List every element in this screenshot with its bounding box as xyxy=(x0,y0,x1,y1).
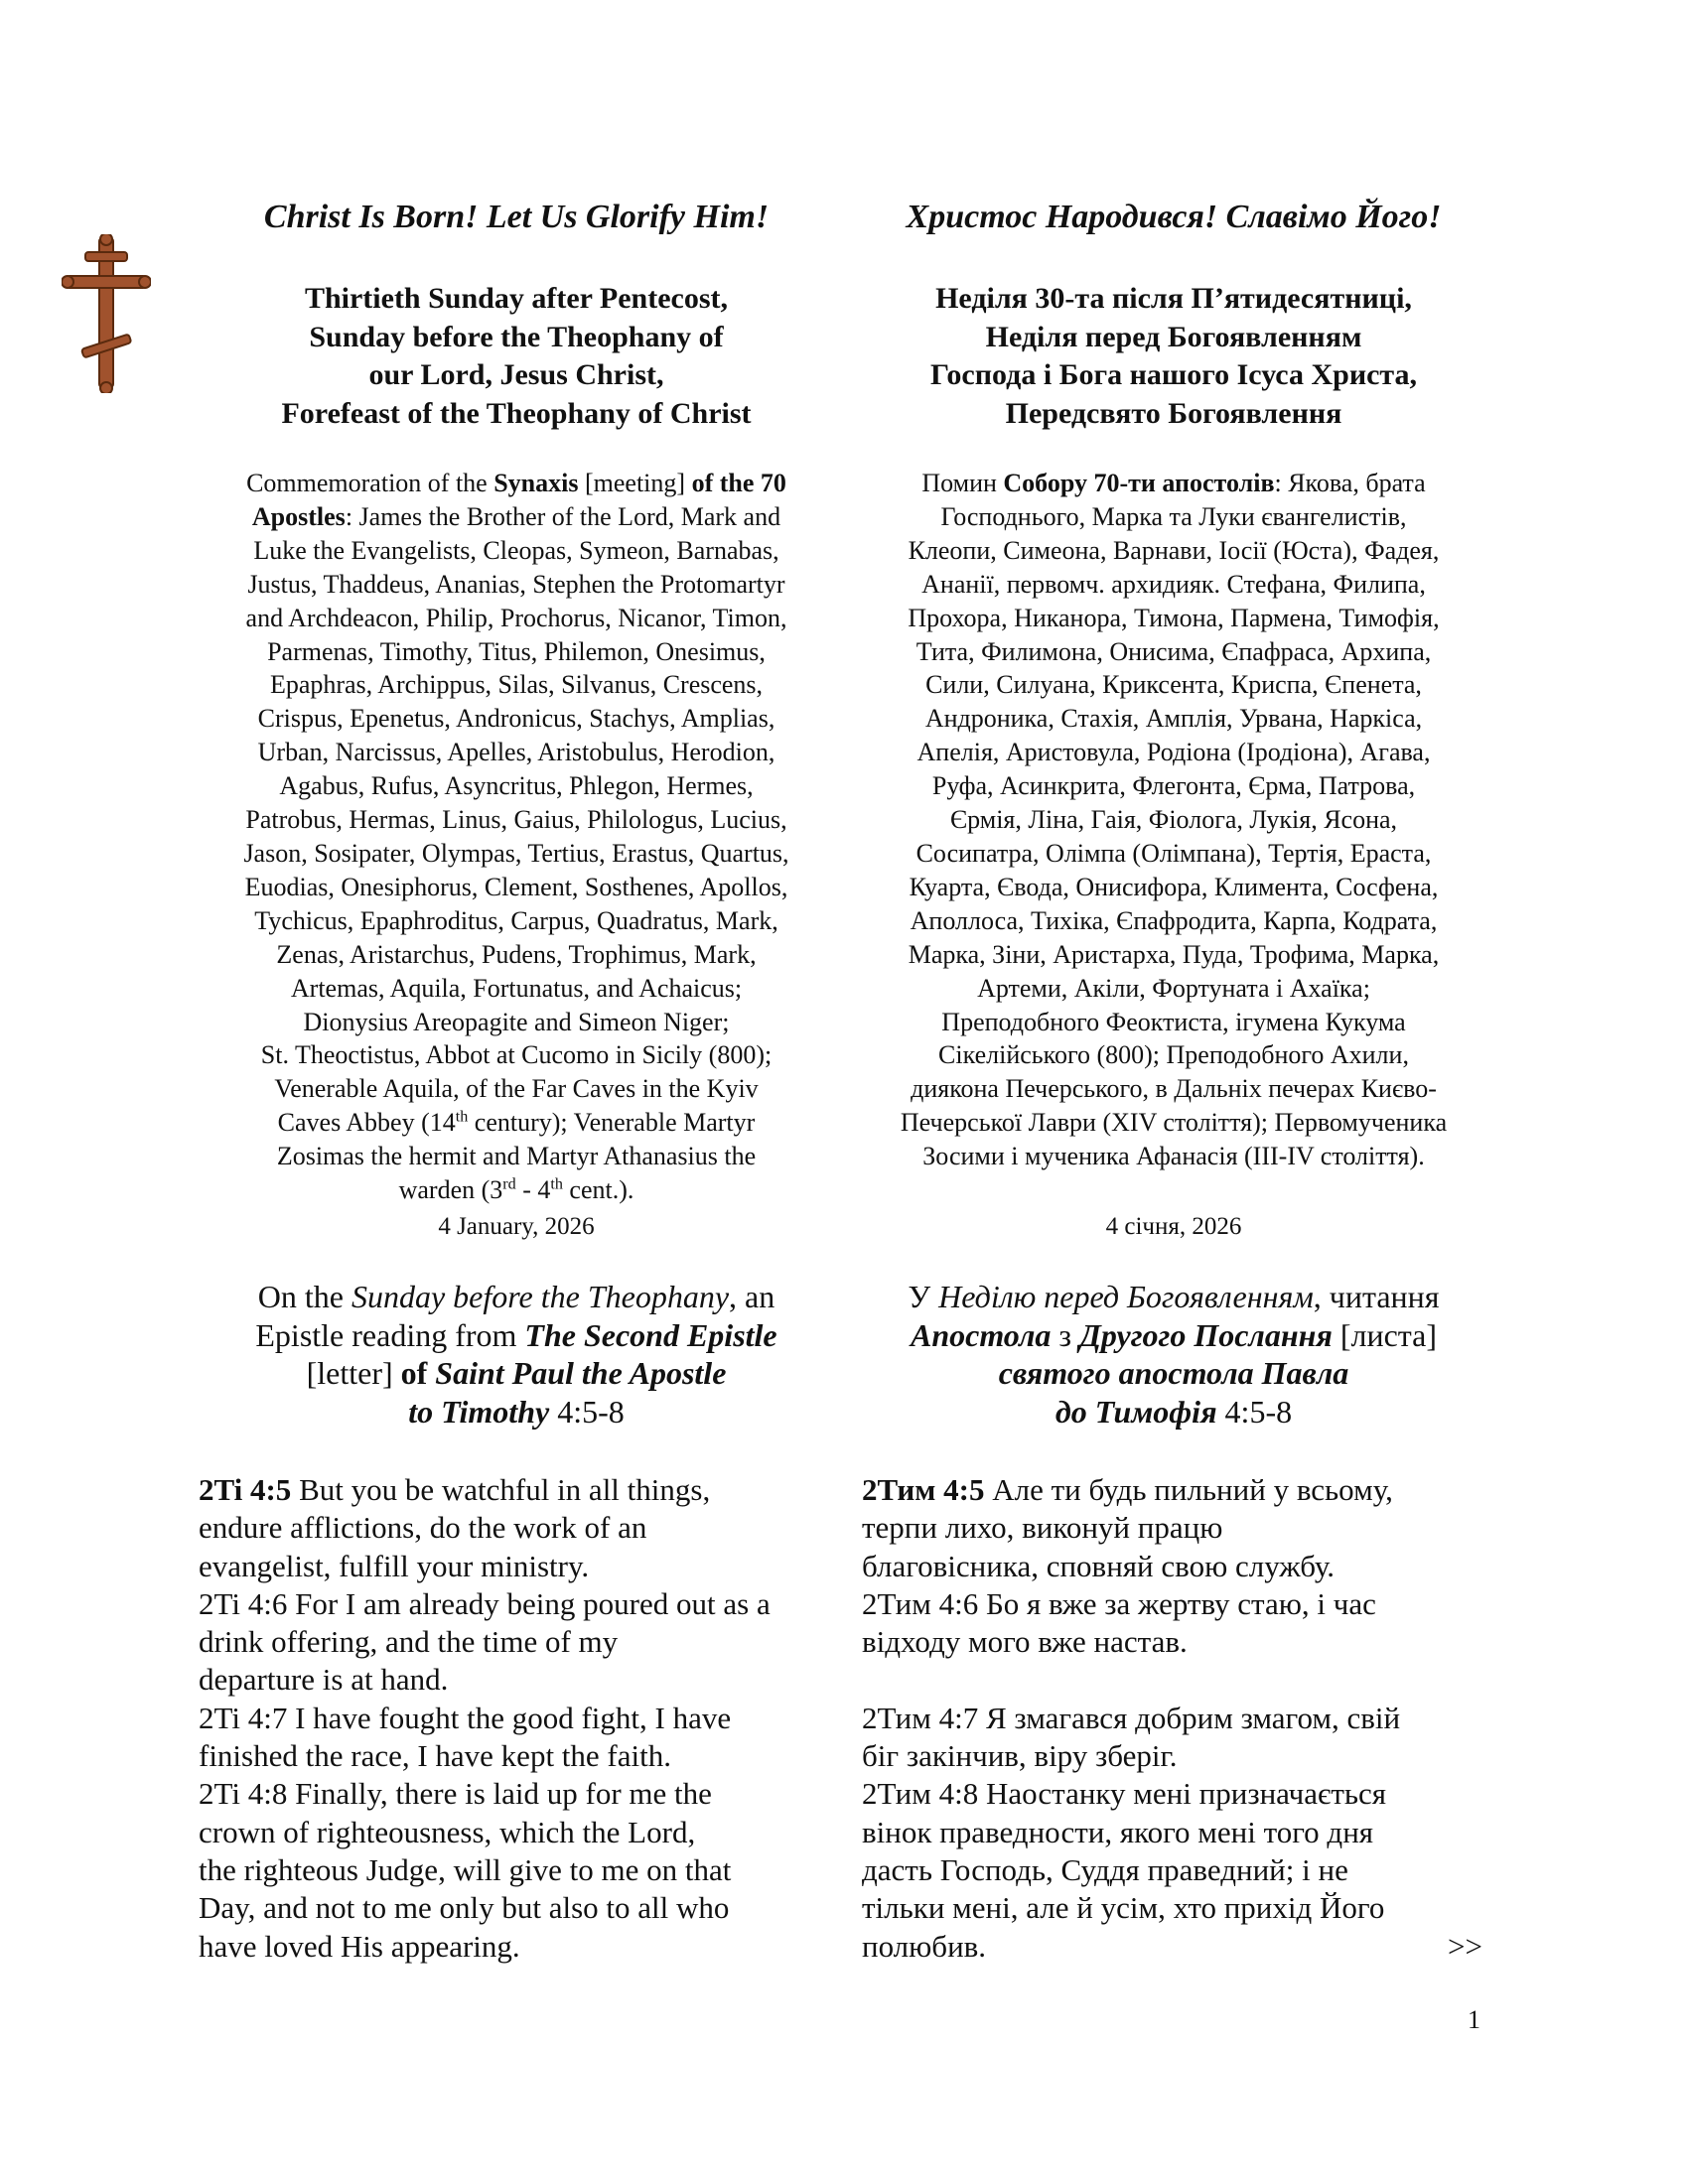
comm-line: Dionysius Areopagite and Simeon Niger; xyxy=(303,1007,730,1036)
date-ukrainian: 4 січня, 2026 xyxy=(1105,1213,1242,1240)
title-line: our Lord, Jesus Christ, xyxy=(368,358,664,391)
verse-ref: 2Ti 4:8 xyxy=(199,1776,288,1812)
comm-line: Апелія, Аристовула, Родіона (Іродіона), Агава, xyxy=(916,738,1431,767)
title-line: Передсвято Богоявлення xyxy=(1005,396,1342,430)
comm-line: Преподобного Феоктиста, ігумена Кукума xyxy=(941,1007,1406,1036)
comm-line: Ананії, первомч. архидияк. Стефана, Филипа, xyxy=(921,569,1426,599)
comm-line: Patrobus, Hermas, Linus, Gaius, Philologus, Lucius, xyxy=(245,805,787,835)
comm-line: Печерської Лаври (XIV століття); Первомученика xyxy=(900,1108,1448,1138)
page-number: 1 xyxy=(1468,2005,1480,2034)
title-line: Forefeast of the Theophany of Christ xyxy=(281,396,752,430)
comm-line: Luke the Evangelists, Cleopas, Symeon, Barnabas, xyxy=(253,535,779,565)
comm-line: Куарта, Євода, Онисифора, Климента, Сосфена, xyxy=(909,872,1439,901)
title-line: Thirtieth Sunday after Pentecost, xyxy=(304,282,729,315)
verse: 2Ti 4:6 For I am already being poured out as a drink offering, and the time of my departure is at hand. xyxy=(199,1585,771,1698)
verse: 2Ti 4:7 I have fought the good fight, I have finished the race, I have kept the faith. xyxy=(199,1700,732,1774)
comm-line: Руфа, Асинкрита, Флегонта, Єрма, Патрова, xyxy=(931,771,1416,801)
comm-line: Euodias, Onesiphorus, Clement, Sosthenes, Apollos, xyxy=(244,872,788,901)
title-ukrainian xyxy=(856,280,1491,433)
comm-line: Господнього, Марка та Луки євангелистів, xyxy=(940,501,1407,531)
comm-line: Артеми, Акіли, Фортуната і Ахаїка; xyxy=(977,973,1370,1003)
verse: 2Тим 4:8 Наостанку мені призначається вінок праведности, якого мені того дня дасть Господь, Суддя праведний; і не тільки мені, але й усім, хто прихід Його полюбив. >> xyxy=(862,1776,1482,1964)
comm-line: Apostles: James the Brother of the Lord, Mark and xyxy=(251,501,781,531)
comm-line: Agabus, Rufus, Asyncritus, Phlegon, Hermes, xyxy=(279,771,754,801)
verse: 2Тим 4:5 Але ти будь пильний у всьому, терпи лихо, виконуй працю благовісника, сповняй свою службу. xyxy=(862,1472,1393,1583)
intro-line: On the Sunday before the Theophany, an xyxy=(257,1279,775,1314)
reading-intro-ukrainian xyxy=(856,1278,1491,1431)
intro-line: to Timothy 4:5-8 xyxy=(408,1393,625,1430)
comm-line: warden (3rd - 4th cent.). xyxy=(398,1175,634,1205)
comm-line: Зосими і мученика Афанасія (III-IV століття). xyxy=(922,1142,1425,1171)
reading-intro-english xyxy=(199,1278,834,1431)
comm-line: Urban, Narcissus, Apelles, Aristobulus, Herodion, xyxy=(257,738,775,767)
comm-line: Crispus, Epenetus, Andronicus, Stachys, Amplias, xyxy=(257,704,775,734)
verses-ukrainian xyxy=(862,1471,1497,1966)
comm-line: Єрмія, Ліна, Гаія, Фіолога, Лукія, Ясона, xyxy=(949,805,1398,835)
intro-line: Апостола з Другого Послання [листа] xyxy=(910,1316,1438,1353)
comm-line: Андроника, Стахія, Амплія, Урвана, Наркіса, xyxy=(924,704,1423,734)
verse: 2Ti 4:5 But you be watchful in all things, endure afflictions, do the work of an evangelist, fulfill your ministry. xyxy=(199,1472,711,1583)
verse: 2Ti 4:8 Finally, there is laid up for me the crown of righteousness, which the Lord, the righteous Judge, will give to me on that Day, and not to me only but also to all who have loved His appearing. xyxy=(199,1776,732,1964)
commemoration-english xyxy=(199,467,834,1207)
date-english: 4 January, 2026 xyxy=(438,1213,595,1240)
verse-ref: 2Ti 4:7 xyxy=(199,1700,288,1735)
comm-line: Commemoration of the Synaxis [meeting] of the 70 xyxy=(246,469,786,497)
verse-ref: 2Тим 4:8 xyxy=(862,1776,979,1812)
comm-line: Помин Собору 70-ти апостолів: Якова, брата xyxy=(921,469,1426,497)
verse-ref: 2Тим 4:7 xyxy=(862,1700,979,1735)
comm-line: диякона Печерського, в Дальніх печерах Києво- xyxy=(911,1074,1437,1104)
comm-line: Artemas, Aquila, Fortunatus, and Achaicus; xyxy=(290,973,743,1003)
verse: 2Тим 4:7 Я змагався добрим змагом, свій біг закінчив, віру зберіг. xyxy=(862,1700,1401,1774)
comm-line: Venerable Aquila, of the Far Caves in the Kyiv xyxy=(274,1074,759,1104)
greeting-english: Christ Is Born! Let Us Glorify Him! xyxy=(263,199,770,235)
comm-line: Сили, Силуана, Криксента, Криспа, Єпенета, xyxy=(925,670,1422,700)
verse-ref: 2Ti 4:5 xyxy=(199,1472,292,1507)
verse: 2Тим 4:6 Бо я вже за жертву стаю, і час відходу мого вже настав. xyxy=(862,1585,1376,1660)
title-line: Sunday before the Theophany of xyxy=(309,320,724,353)
comm-line: St. Theoctistus, Abbot at Cucomo in Sicily (800); xyxy=(260,1040,773,1070)
intro-line: У Неділю перед Богоявленням, читання xyxy=(908,1279,1440,1314)
orthodox-cross-icon xyxy=(62,234,151,393)
comm-line: Justus, Thaddeus, Ananias, Stephen the Protomartyr xyxy=(247,569,785,599)
comm-line: Zenas, Aristarchus, Pudens, Trophimus, Mark, xyxy=(276,939,757,969)
comm-line: Клеопи, Симеона, Варнави, Іосії (Юста), Фадея, xyxy=(908,535,1440,565)
comm-line: Сосипатра, Олімпа (Олімпана), Тертія, Ераста, xyxy=(915,838,1432,868)
comm-line: Zosimas the hermit and Martyr Athanasius the xyxy=(276,1142,757,1171)
comm-line: and Archdeacon, Philip, Prochorus, Nicanor, Timon, xyxy=(245,603,787,632)
comm-line: Parmenas, Timothy, Titus, Philemon, Onesimus, xyxy=(267,636,766,666)
intro-line: [letter] of Saint Paul the Apostle xyxy=(306,1355,727,1391)
intro-line: Epistle reading from The Second Epistle xyxy=(255,1316,777,1353)
title-line: Неділя перед Богоявленням xyxy=(985,320,1362,353)
greeting-ukrainian: Христос Народився! Славімо Його! xyxy=(906,199,1442,235)
verse-ref: 2Тим 4:6 xyxy=(862,1585,979,1621)
verse-ref: 2Ti 4:6 xyxy=(199,1585,288,1621)
comm-line: Tychicus, Epaphroditus, Carpus, Quadratus, Mark, xyxy=(254,905,778,935)
comm-line: Jason, Sosipater, Olympas, Tertius, Erastus, Quartus, xyxy=(243,838,789,868)
title-line: Неділя 30-та після П’ятидесятниці, xyxy=(935,282,1412,315)
comm-line: Сікелійського (800); Преподобного Ахили, xyxy=(938,1040,1409,1070)
title-english xyxy=(199,280,834,433)
intro-line: до Тимофія 4:5-8 xyxy=(1055,1393,1293,1430)
verse-ref: 2Тим 4:5 xyxy=(862,1472,985,1507)
comm-line: Марка, Зіни, Аристарха, Пуда, Трофима, Марка, xyxy=(908,939,1440,969)
comm-line: Тита, Филимона, Онисима, Єпафраса, Архипа, xyxy=(915,636,1432,666)
verses-english xyxy=(199,1471,834,1966)
comm-line: Caves Abbey (14th century); Venerable Martyr xyxy=(277,1108,756,1138)
comm-line: Аполлоса, Тихіка, Єпафродита, Карпа, Кодрата, xyxy=(910,905,1438,935)
comm-line: Прохора, Никанора, Тимона, Пармена, Тимофія, xyxy=(908,603,1440,632)
title-line: Господа і Бога нашого Ісуса Христа, xyxy=(929,358,1418,391)
comm-line: Epaphras, Archippus, Silas, Silvanus, Crescens, xyxy=(269,670,764,700)
commemoration-ukrainian xyxy=(856,467,1491,1173)
intro-line: святого апостола Павла xyxy=(998,1355,1349,1391)
